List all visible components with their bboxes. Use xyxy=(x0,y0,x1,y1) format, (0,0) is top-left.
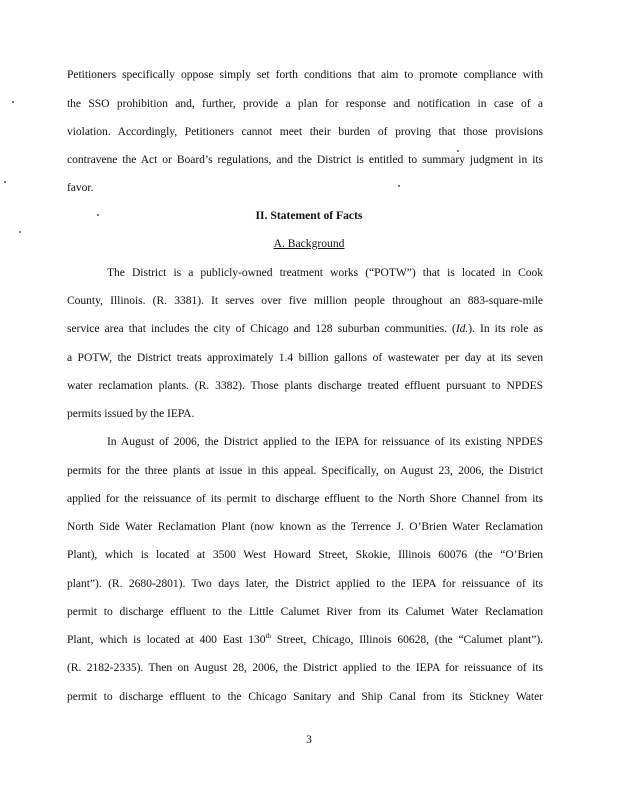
text-segment: Street, Chicago, Illinois 60628, (the “Calumet plant”). xyxy=(270,633,543,646)
body-text-line: a POTW, the District treats approximately 1.4 billion gallons of wastewater per day at its seven xyxy=(67,351,543,364)
body-text-line: North Side Water Reclamation Plant (now known as the Terrence J. O’Brien Water Reclamation xyxy=(67,520,543,533)
scan-speck xyxy=(19,231,21,233)
body-text-line: the SSO prohibition and, further, provide a plan for response and notification in case of a xyxy=(67,97,543,110)
body-text-line xyxy=(67,633,543,647)
scan-speck xyxy=(398,185,400,187)
body-text-line: permit to discharge effluent to the Chicago Sanitary and Ship Canal from its Stickney Water xyxy=(67,690,543,703)
scan-speck xyxy=(4,181,6,183)
body-text-line: favor. xyxy=(67,181,94,194)
body-text-line xyxy=(67,322,543,336)
scan-speck xyxy=(97,214,99,216)
body-text-line: violation. Accordingly, Petitioners cannot meet their burden of proving that those provisions xyxy=(67,125,543,138)
superscript: th xyxy=(265,632,271,641)
body-text-line: Plant), which is located at 3500 West Howard Street, Skokie, Illinois 60076 (the “O’Brien xyxy=(67,548,543,561)
text-segment: ). In its role as xyxy=(468,322,543,335)
body-text-line: County, Illinois. (R. 3381). It serves over five million people throughout an 883-square-mile xyxy=(67,294,543,307)
body-text-line: plant”). (R. 2680-2801). Two days later, the District applied to the IEPA for reissuance of its xyxy=(67,577,543,590)
text-segment: Plant, which is located at 400 East 130 xyxy=(67,633,266,646)
body-text-line: permit to discharge effluent to the Little Calumet River from its Calumet Water Reclamation xyxy=(67,605,543,618)
body-text-line: water reclamation plants. (R. 3382). Those plants discharge treated effluent pursuant to NPDES xyxy=(67,379,543,392)
body-text-line: contravene the Act or Board’s regulations, and the District is entitled to summary judgment in its xyxy=(67,153,543,166)
page-number: 3 xyxy=(306,733,312,746)
body-text-line: (R. 2182-2335). Then on August 28, 2006, the District applied to the IEPA for reissuance of its xyxy=(67,661,543,674)
scan-speck xyxy=(457,150,459,152)
body-text-line: In August of 2006, the District applied to the IEPA for reissuance of its existing NPDES xyxy=(107,435,543,448)
scan-speck xyxy=(12,101,14,103)
body-text-line: applied for the reissuance of its permit to discharge effluent to the North Shore Channel from its xyxy=(67,492,543,505)
body-text-line: Petitioners specifically oppose simply set forth conditions that aim to promote compliance with xyxy=(67,68,543,81)
body-text-line: permits for the three plants at issue in this appeal. Specifically, on August 23, 2006, the District xyxy=(67,464,543,477)
section-heading: II. Statement of Facts xyxy=(255,209,363,222)
text-segment: service area that includes the city of Chicago and 128 suburban communities. ( xyxy=(67,322,456,335)
citation-italic: Id. xyxy=(455,322,469,335)
body-text-line: The District is a publicly-owned treatment works (“POTW”) that is located in Cook xyxy=(107,266,543,279)
subsection-heading: A. Background xyxy=(273,237,345,250)
body-text-line: permits issued by the IEPA. xyxy=(67,407,195,420)
